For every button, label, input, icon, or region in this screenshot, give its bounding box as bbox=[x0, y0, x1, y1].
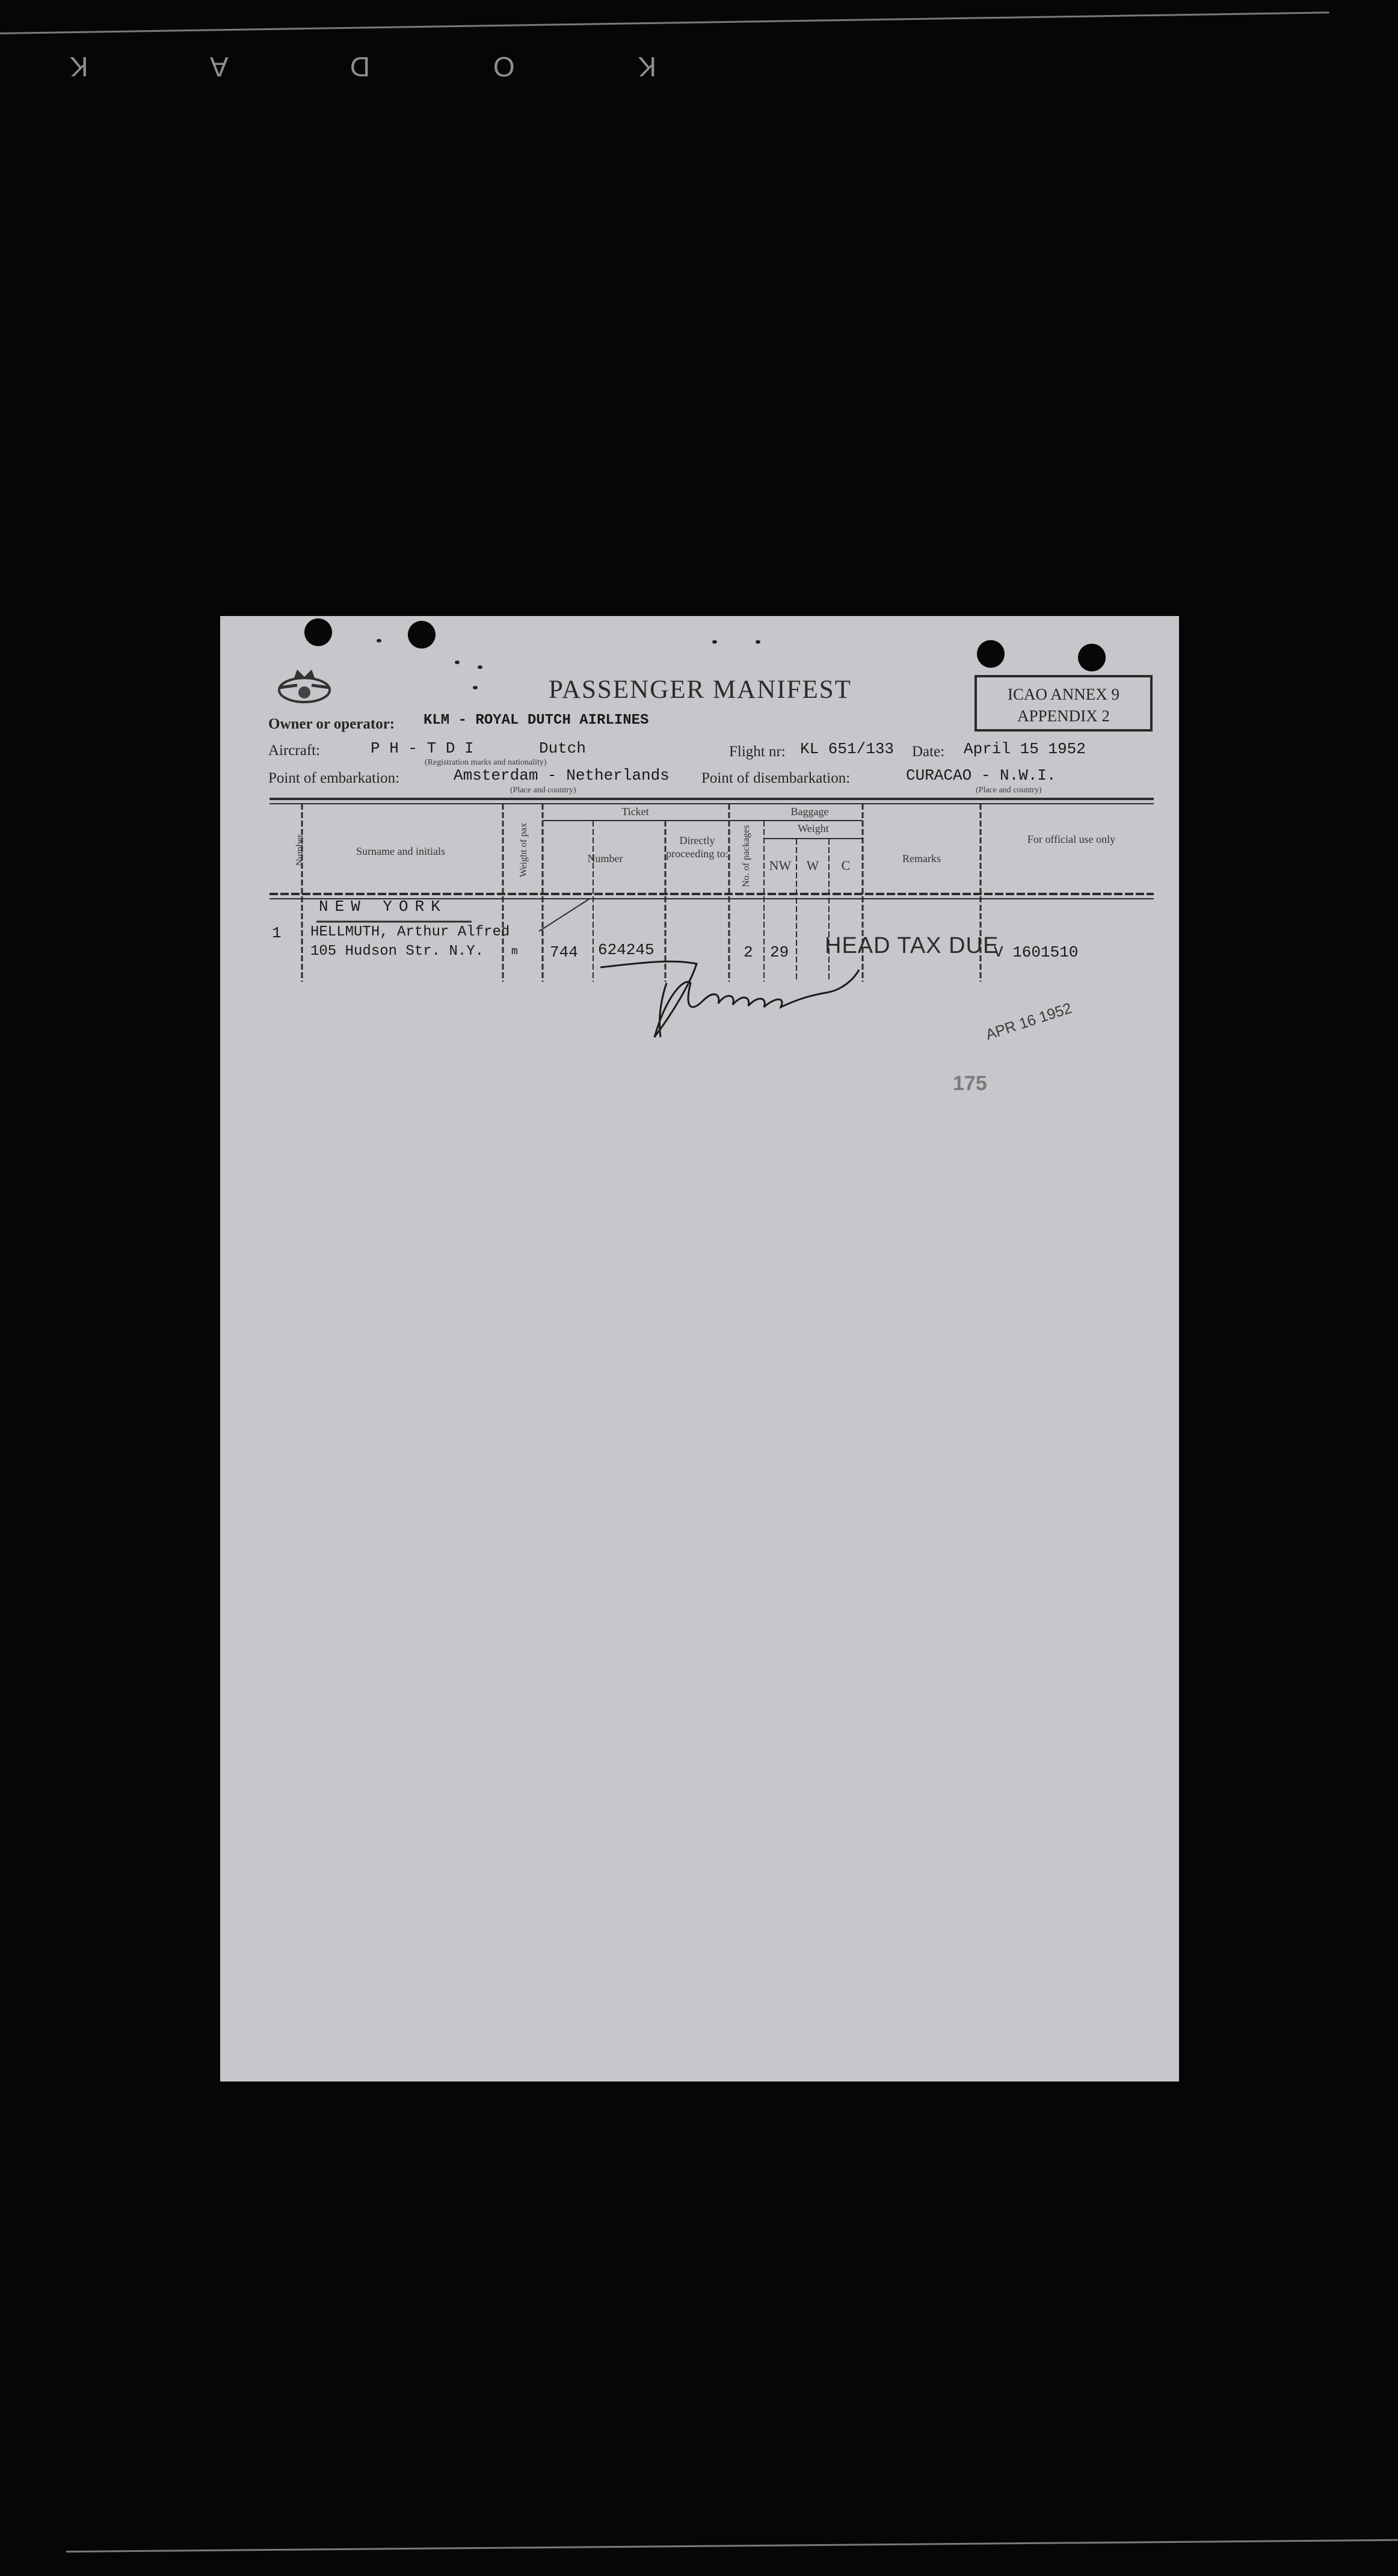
manifest-sheet bbox=[220, 616, 1179, 2081]
col-header-number: Number bbox=[295, 834, 305, 866]
registration-note: (Registration marks and nationality) bbox=[425, 758, 547, 767]
col-header-weight: Weight bbox=[798, 822, 829, 834]
embarkation-value: Amsterdam - Netherlands bbox=[454, 766, 670, 784]
film-top-edge-line bbox=[0, 11, 1329, 34]
aircraft-label: Aircraft: bbox=[268, 742, 321, 759]
col-header-remarks: Remarks bbox=[902, 852, 941, 864]
icao-annex-label: ICAO ANNEX 9 bbox=[1008, 685, 1119, 703]
col-header-ticket-number: Number bbox=[587, 852, 623, 864]
passenger-address: 105 Hudson Str. N.Y. bbox=[310, 943, 484, 960]
packages-count: 2 bbox=[744, 943, 753, 961]
received-date-stamp: APR 16 1952 bbox=[984, 999, 1074, 1044]
date-label: Date: bbox=[912, 744, 945, 760]
manifest-title: PASSENGER MANIFEST bbox=[549, 676, 852, 704]
col-header-nw: NW bbox=[769, 858, 792, 873]
owner-label: Owner or operator: bbox=[268, 716, 395, 732]
embarkation-label: Point of embarkation: bbox=[268, 770, 400, 786]
handwritten-signature bbox=[600, 959, 877, 1091]
col-header-baggage: Baggage bbox=[790, 806, 829, 818]
film-bottom-edge-line bbox=[66, 2539, 1398, 2553]
disembarkation-label: Point of disembarkation: bbox=[701, 770, 851, 786]
head-tax-due-stamp: HEAD TAX DUE bbox=[825, 933, 999, 958]
row-number: 1 bbox=[272, 924, 282, 942]
official-entry: V 1601510 bbox=[994, 943, 1079, 961]
col-header-c: C bbox=[841, 858, 851, 873]
col-header-surname: Surname and initials bbox=[356, 845, 445, 857]
col-header-w: W bbox=[806, 858, 819, 873]
ticket-prefix: 744 bbox=[550, 943, 578, 961]
section-heading-new-york: NEW YORK bbox=[319, 898, 447, 916]
col-header-no-packages: No. of packages bbox=[741, 825, 751, 887]
aircraft-nationality: Dutch bbox=[539, 739, 587, 757]
ticket-number: 624245 bbox=[598, 941, 654, 959]
col-header-official-use: For official use only bbox=[1027, 833, 1116, 845]
weight-mark: m bbox=[511, 946, 518, 958]
disembarkation-note: (Place and country) bbox=[976, 786, 1042, 795]
kodak-edge-marking: K O D A K bbox=[12, 51, 657, 82]
icao-appendix-label: APPENDIX 2 bbox=[1017, 707, 1110, 725]
date-value: April 15 1952 bbox=[964, 740, 1086, 758]
page-number-stamp: 175 bbox=[953, 1072, 987, 1095]
passenger-name: HELLMUTH, Arthur Alfred bbox=[310, 924, 510, 940]
col-header-directly-proceeding: Directly proceeding to: bbox=[666, 834, 728, 860]
embarkation-note: (Place and country) bbox=[510, 786, 576, 795]
disembarkation-value: CURACAO - N.W.I. bbox=[906, 766, 1056, 784]
owner-value: KLM - ROYAL DUTCH AIRLINES bbox=[423, 712, 649, 729]
col-header-ticket: Ticket bbox=[621, 806, 649, 818]
flight-label: Flight nr: bbox=[729, 744, 786, 760]
flight-value: KL 651/133 bbox=[800, 740, 895, 758]
col-header-weight-pax: Weight of pax bbox=[519, 822, 529, 877]
nw-weight: 29 bbox=[770, 943, 789, 961]
aircraft-registration: P H - T D I bbox=[371, 739, 474, 757]
